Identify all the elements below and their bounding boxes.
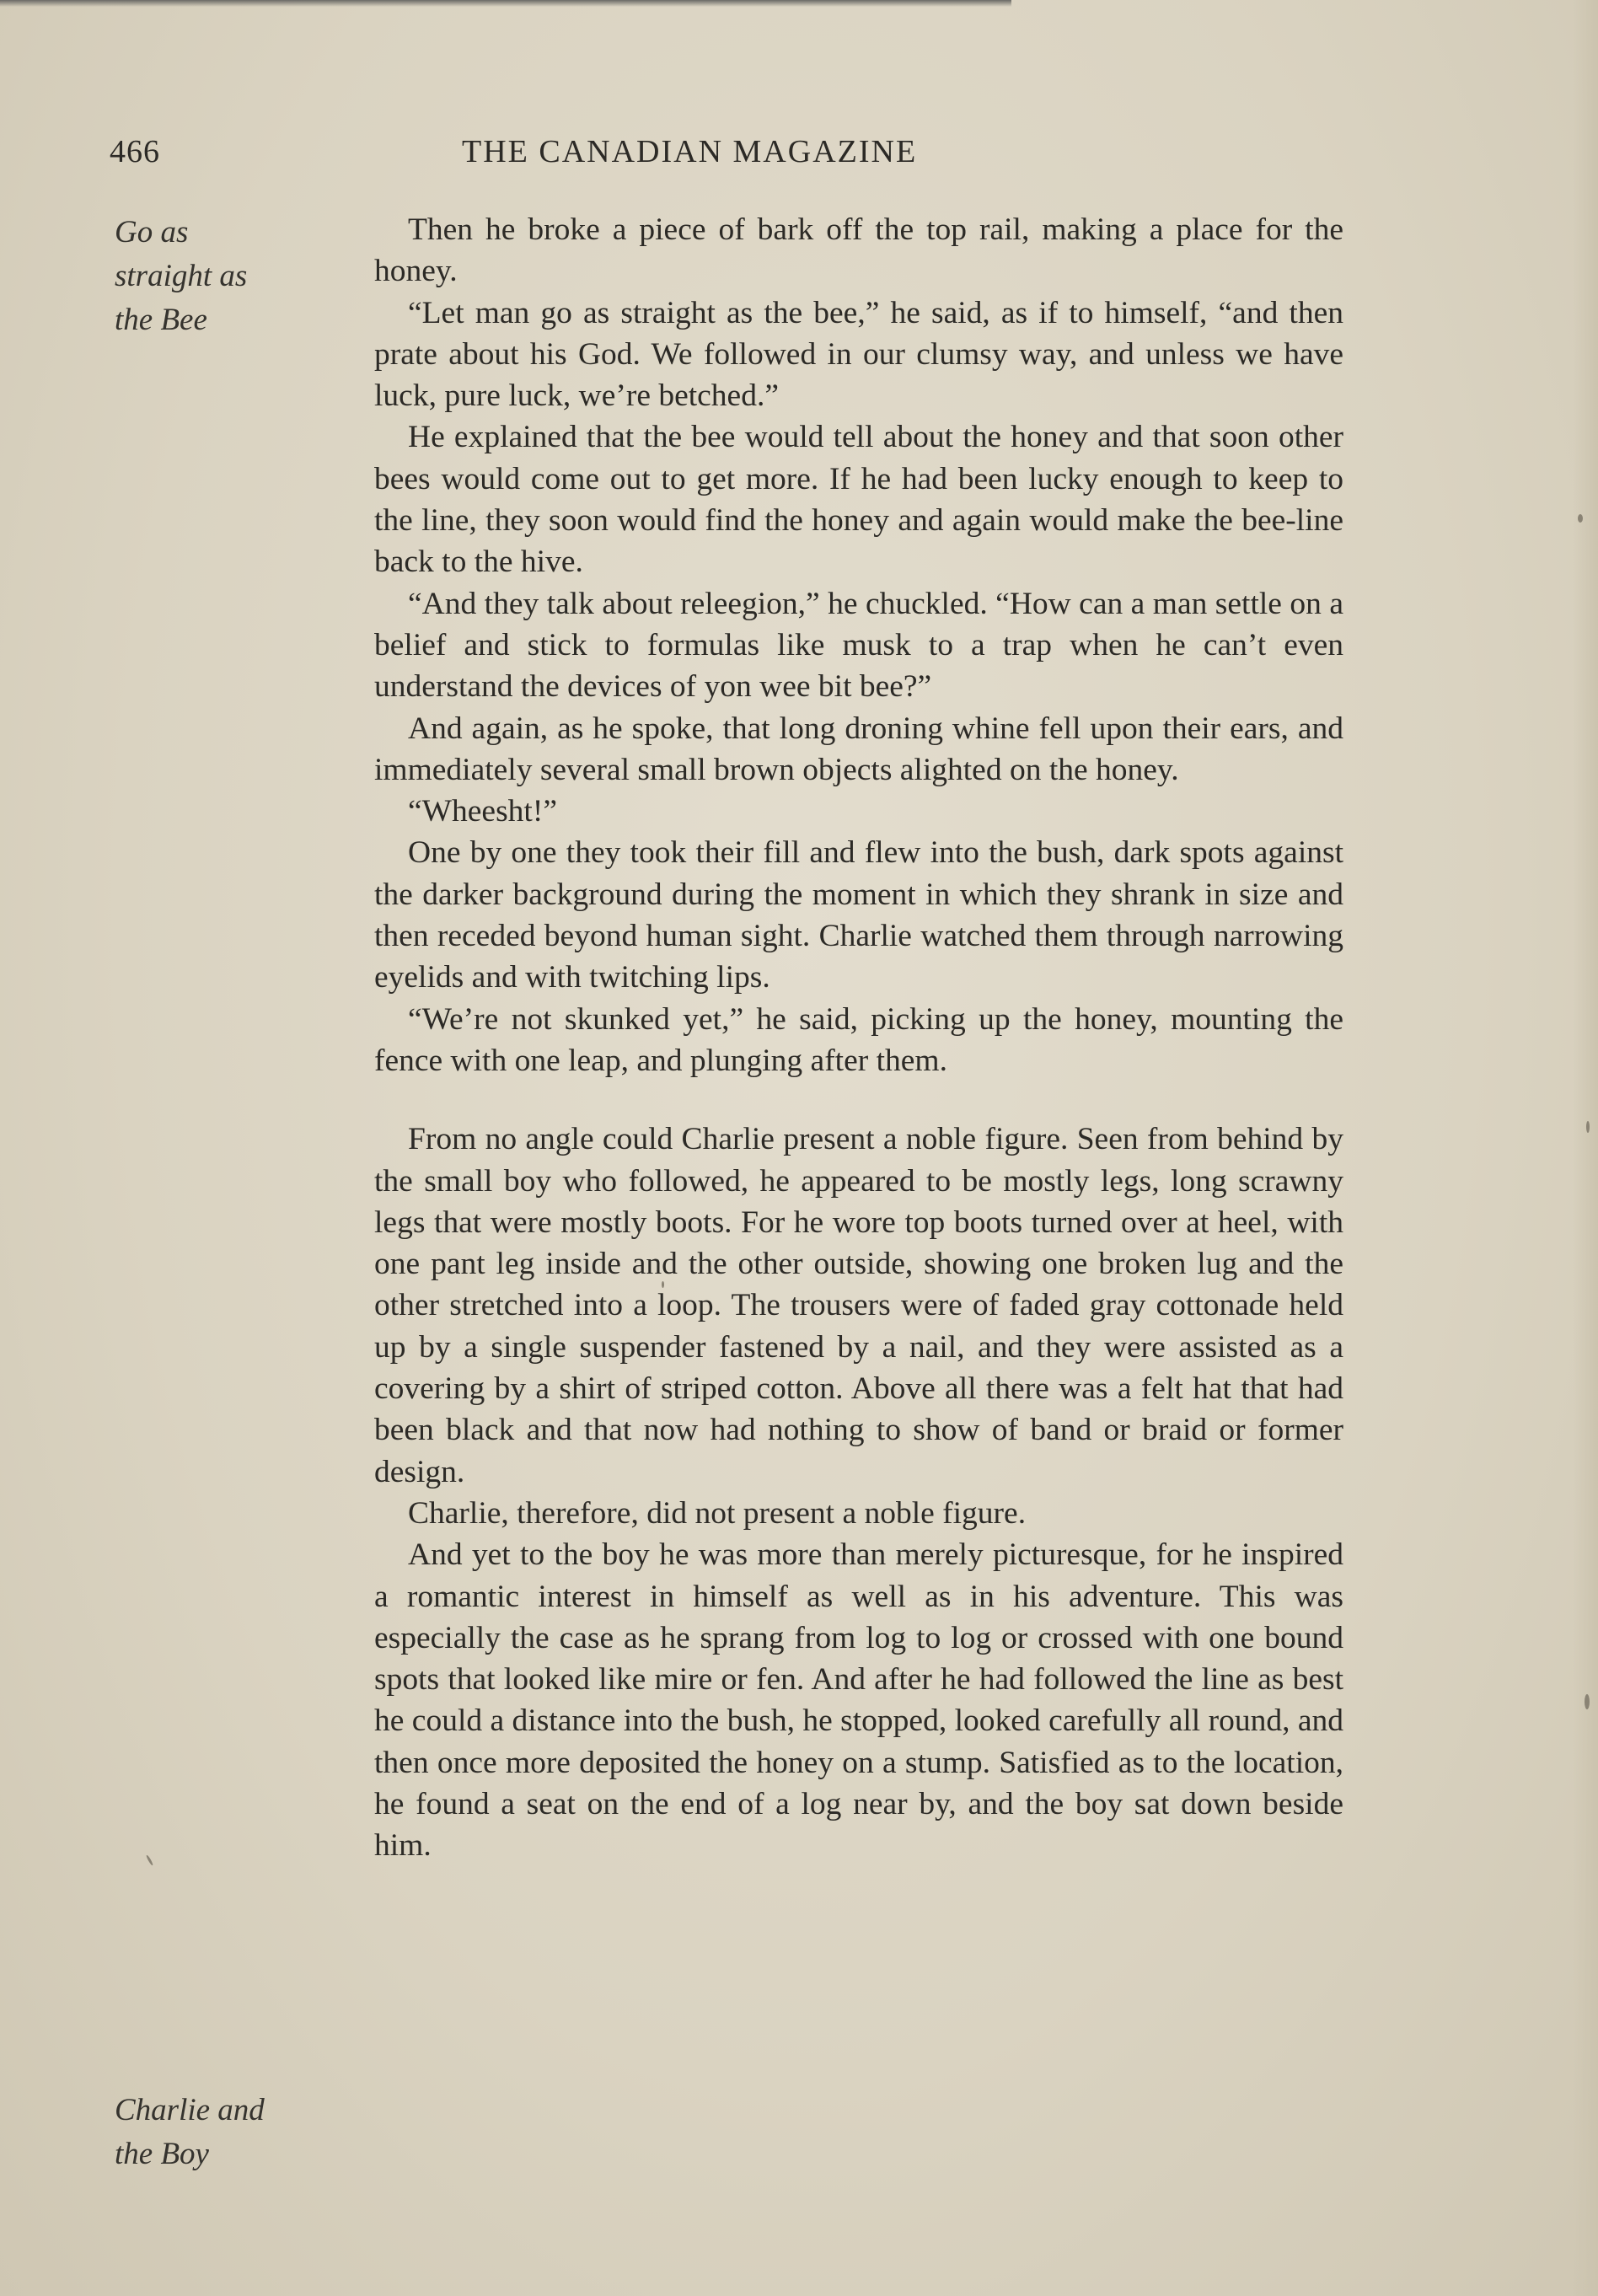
paragraph: One by one they took their fill and flew into the bush, dark spots against the darker background during the moment in which they shrank in size and then receded beyond human sight. Charlie watched them through narrowing eyelids and with twitching lips. xyxy=(374,835,1343,995)
sidenote-line: straight as xyxy=(115,259,248,293)
paragraph: And yet to the boy he was more than merely picturesque, for he inspired a romantic interest in himself as well as in his adventure. This was especially the case as he sprang from log to log or crossed with one bound spots that looked like mire or fen. And after he had followed the line as best he could a distance into the bush, he stopped, looked carefully all round, and then once more deposited the honey on a stump. Satisfied as to the location, he found a seat on the end of a log near by, and the boy sat down beside him. xyxy=(374,1537,1343,1864)
page-number: 466 xyxy=(110,134,160,169)
article-body xyxy=(374,209,1343,1867)
paper-speck xyxy=(1586,1121,1590,1133)
paragraph: He explained that the bee would tell about the honey and that soon other bees would come out to get more. If he had been lucky enough to keep to the line, they soon would find the honey and again would make the bee-line back to the hive. xyxy=(374,420,1343,580)
paragraph: “And they talk about releegion,” he chuckled. “How can a man settle on a belief and stick to formulas like musk to a trap when he can’t even understand the devices of yon wee bit bee?” xyxy=(374,586,1343,705)
paper-speck xyxy=(662,1281,664,1288)
sidenote-line: the Boy xyxy=(115,2137,209,2171)
page-top-edge xyxy=(0,0,1011,7)
paragraph: “Let man go as straight as the bee,” he said, as if to himself, “and then prate about his God. We followed in our clumsy way, and unless we have luck, pure luck, we’re betched.” xyxy=(374,295,1343,414)
paper-speck xyxy=(1585,1694,1590,1709)
paragraph: Charlie, therefore, did not present a noble figure. xyxy=(408,1495,1027,1531)
sidenote-go-as-straight xyxy=(115,211,325,342)
page-gutter-shadow xyxy=(1573,0,1598,2296)
paragraph-section-start: From no angle could Charlie present a noble figure. Seen from behind by the small boy who followed, he appeared to be mostly legs, long scrawny legs that were mostly boots. For he wore top boots turned over at heel, with one pant leg inside and the other outside, showing one broken lug and the other stretched into a loop. The trousers were of faded gray cottonade held up by a single suspender fastened by a nail, and they were assisted as a covering by a shirt of striped cotton. Above all there was a felt hat that had been black and that now had nothing to show of band or braid or former design. xyxy=(374,1122,1343,1489)
paragraph: “We’re not skunked yet,” he said, picking up the honey, mounting the fence with one leap, and plunging after them. xyxy=(374,1001,1343,1078)
paper-speck xyxy=(1578,514,1583,523)
sidenote-line: Go as xyxy=(115,215,189,249)
sidenote-charlie-and-boy xyxy=(115,2089,325,2176)
magazine-title: THE CANADIAN MAGAZINE xyxy=(462,134,918,169)
paragraph: And again, as he spoke, that long droning whine fell upon their ears, and immediately several small brown objects alighted on the honey. xyxy=(374,711,1343,787)
sidenote-line: the Bee xyxy=(115,303,207,337)
running-head xyxy=(110,133,1357,177)
paragraph: Then he broke a piece of bark off the top rail, making a place for the honey. xyxy=(374,212,1343,289)
paragraph: “Wheesht!” xyxy=(408,794,557,829)
sidenote-line: Charlie and xyxy=(115,2093,265,2127)
